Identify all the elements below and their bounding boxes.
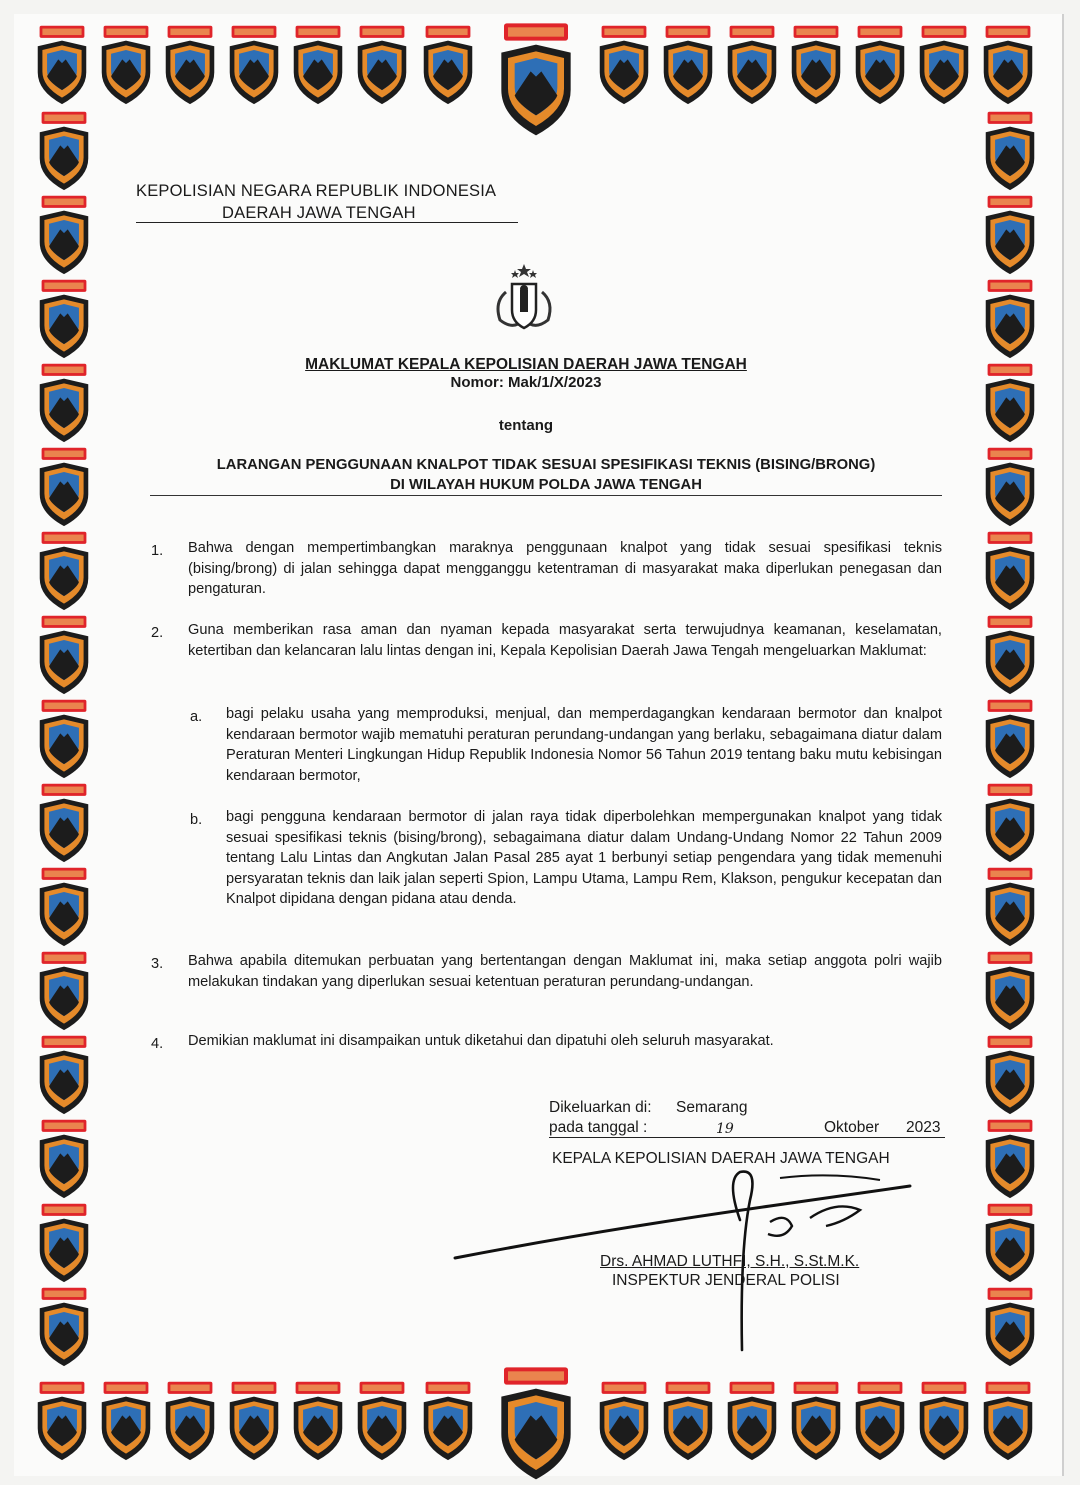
issued-place: Semarang — [676, 1099, 748, 1116]
date-underline — [549, 1137, 945, 1138]
region-name: DAERAH JAWA TENGAH — [222, 204, 416, 222]
point-text: Bahwa dengan mempertimbangkan maraknya penggunaan knalpot yang tidak sesuai spesifikasi teknis (bising/brong) di jalan sehingga dapat mengganggu ketentraman di masyarakat maka diperlukan penegasan dan pengaturan. — [188, 540, 942, 597]
point-number: 1. — [151, 543, 164, 559]
institution-name: KEPOLISIAN NEGARA REPUBLIK INDONESIA — [136, 182, 497, 200]
subpoint-letter: b. — [190, 812, 203, 828]
document-number: Nomor: Mak/1/X/2023 — [450, 374, 602, 391]
subpoint-text: bagi pelaku usaha yang memproduksi, menjual, dan memperdagangkan kendaraan bermotor dan knalpot kendaraan bermotor wajib mematuhi peraturan perundang-undangan yang berlaku, sebagaimana diatur dalam Peraturan Menteri Lingkungan Hidup Republik Indonesia Nomor 56 Tahun 2019 tentang baku mutu kebisingan kendaraan bermotor, — [226, 706, 942, 784]
signer-rank: INSPEKTUR JENDERAL POLISI — [612, 1272, 840, 1289]
point-text: Guna memberikan rasa aman dan nyaman kepada masyarakat serta terwujudnya keamanan, keselamatan, ketertiban dan kelancaran lalu lintas dengan ini, Kepala Kepolisian Daerah Jawa Tengah mengeluarkan Maklumat: — [188, 622, 942, 659]
subpoint-letter: a. — [190, 709, 203, 725]
header-underline — [136, 222, 518, 223]
date-day: 19 — [716, 1121, 734, 1137]
signer-position: KEPALA KEPOLISIAN DAERAH JAWA TENGAH — [552, 1150, 890, 1167]
point-text: Bahwa apabila ditemukan perbuatan yang bertentangan dengan Maklumat ini, maka setiap anggota polri wajib melakukan tindakan yang diperlukan sesuai ketentuan peraturan perundang-undangan. — [188, 953, 942, 990]
police-emblem-icon — [486, 262, 562, 332]
signer-name: Drs. AHMAD LUTHFI, S.H., S.St.M.K. — [600, 1253, 860, 1270]
point-number: 3. — [151, 956, 164, 972]
date-month: Oktober — [824, 1119, 880, 1136]
subpoint-text: bagi pengguna kendaraan bermotor di jalan raya tidak diperbolehkan mempergunakan knalpot yang tidak sesuai spesifikasi teknis (bising/brong), sebagaimana diatur dalam Undang-Undang Nomor 22 Tahun 2009 tentang Lalu Lintas dan Angkutan Jalan Pasal 285 ayat 1 berbunyi setiap pengendara yang tidak memenuhi persyaratan teknis dan laik jalan seperti Spion, Lampu Utama, Lampu Rem, Klakson, pengukur kecepatan dan Knalpot dipidana dengan pidana atau denda. — [226, 809, 942, 907]
subject-underline — [150, 495, 942, 496]
document-title: MAKLUMAT KEPALA KEPOLISIAN DAERAH JAWA TENGAH — [305, 356, 747, 373]
date-year: 2023 — [906, 1119, 941, 1136]
point-number: 2. — [151, 625, 164, 641]
about-label: tentang — [498, 417, 554, 434]
subject-line-1: LARANGAN PENGGUNAAN KNALPOT TIDAK SESUAI SPESIFIKASI TEKNIS (BISING/BRONG) — [216, 457, 876, 473]
issued-label: Dikeluarkan di: — [549, 1099, 652, 1116]
subject-line-2: DI WILAYAH HUKUM POLDA JAWA TENGAH — [390, 477, 702, 493]
date-label: pada tanggal : — [549, 1119, 648, 1136]
point-number: 4. — [151, 1036, 164, 1052]
point-text: Demikian maklumat ini disampaikan untuk diketahui dan dipatuhi oleh seluruh masyarakat. — [188, 1033, 774, 1049]
